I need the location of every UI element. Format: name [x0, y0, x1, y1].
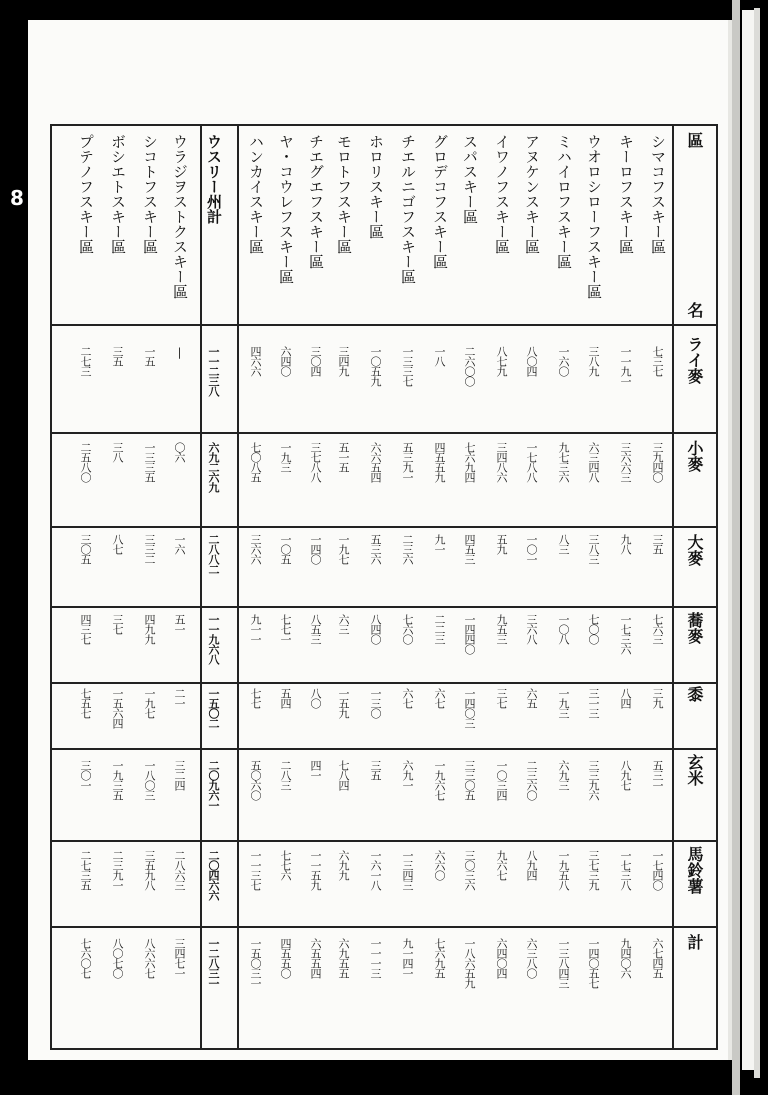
table-cell: 一九三五 [111, 760, 124, 800]
table-cell: 四五三 [463, 534, 476, 564]
table-cell: 二一 [173, 688, 186, 708]
table-cell: 二二三 [433, 614, 446, 644]
table-cell: 三四九 [337, 346, 350, 376]
header-col-1: 小麥 [685, 440, 704, 472]
district-name: ウラジヲストクスキー區 [171, 134, 189, 299]
column-divider-6 [52, 840, 716, 842]
table-cell: 八〇 [309, 688, 322, 708]
table-cell: 一九六七 [433, 760, 446, 800]
table-cell: 一九七 [337, 534, 350, 564]
table-cell: 八四 [619, 688, 632, 708]
table-cell: 三七 [111, 614, 124, 634]
table-cell: 一一三七 [249, 850, 262, 890]
district-name: ウオロシローフスキー區 [585, 134, 603, 299]
table-cell: 一八〇三 [143, 760, 156, 800]
table-cell: 六五 [525, 688, 538, 708]
header-col-4: 黍 [685, 686, 704, 702]
header-col-7: 計 [685, 934, 704, 950]
district-name: チエルニゴフスキー區 [399, 134, 417, 284]
table-cell: 三三〇五 [463, 760, 476, 800]
table-cell: 三四七一 [173, 938, 186, 978]
document-page [28, 20, 734, 1060]
column-divider-4 [52, 682, 716, 684]
table-cell: 一三四三 [401, 850, 414, 890]
statistics-table [50, 124, 718, 1050]
table-cell: 五三一 [651, 760, 664, 790]
table-cell: 三三二 [143, 534, 156, 564]
table-cell: 一七三六 [619, 614, 632, 654]
table-cell: 三五九八 [143, 850, 156, 890]
table-cell: 八三 [557, 534, 570, 554]
table-cell: 六七 [401, 688, 414, 708]
total-row-line-right [237, 126, 239, 1048]
column-divider-5 [52, 748, 716, 750]
table-cell: 六五五四 [309, 938, 322, 978]
district-name: スパスキー區 [461, 134, 479, 224]
table-cell: 六三四八 [587, 442, 600, 482]
table-cell: 三六六三 [619, 442, 632, 482]
table-cell: 九一四一 [401, 938, 414, 978]
table-cell: 七七一 [279, 614, 292, 644]
table-cell: 一九五八 [557, 850, 570, 890]
table-cell: 三〇三六 [463, 850, 476, 890]
table-cell: 五三六 [369, 534, 382, 564]
header-col-6: 馬鈴薯 [685, 846, 704, 894]
table-cell: 一六 [173, 534, 186, 554]
table-cell: 六七 [433, 688, 446, 708]
table-cell: 一五 [143, 346, 156, 366]
table-cell: 五四 [279, 688, 292, 708]
table-cell: 三二四 [173, 760, 186, 790]
district-name: ボシエトスキー區 [109, 134, 127, 254]
table-cell: 一〇一 [525, 534, 538, 564]
district-name: シコトフスキー區 [141, 134, 159, 254]
table-cell: 七六九五 [433, 938, 446, 978]
table-cell: 四三七 [79, 614, 92, 644]
district-name: シマコフスキー區 [649, 134, 667, 254]
table-cell: 五九 [495, 534, 508, 554]
header-divider [52, 324, 716, 326]
table-cell: 六四〇四 [495, 938, 508, 978]
table-cell: 三八九 [587, 346, 600, 376]
table-cell: 三九 [651, 688, 664, 708]
table-cell: 六三 [337, 614, 350, 634]
table-cell: 九四〇六 [619, 938, 632, 978]
district-name: ヤ・コウレフスキー區 [277, 134, 295, 284]
table-cell: 六六〇 [433, 850, 446, 880]
table-cell: 二七三五 [79, 850, 92, 890]
table-cell: 八七九 [495, 346, 508, 376]
column-divider-2 [52, 526, 716, 528]
table-cell: 九一 [433, 534, 446, 554]
district-name: キーロフスキー區 [617, 134, 635, 254]
table-cell: 一五〇二 [207, 688, 220, 728]
table-cell: 六四〇 [279, 346, 292, 376]
table-cell: 一〇五 [279, 534, 292, 564]
table-cell: 二三九一 [111, 850, 124, 890]
table-cell: 六九三 [557, 760, 570, 790]
column-divider-1 [52, 432, 716, 434]
total-row-label: ウスリー州計 [205, 134, 223, 224]
table-cell: 二五八〇 [79, 442, 92, 482]
table-cell: 二八六三 [173, 850, 186, 890]
table-cell: 一九三 [557, 688, 570, 718]
table-cell: 七〇八五 [249, 442, 262, 482]
table-cell: 七六九四 [463, 442, 476, 482]
table-cell: 三五 [369, 760, 382, 780]
table-cell: 三〇四 [309, 346, 322, 376]
table-cell: 六三八〇 [525, 938, 538, 978]
header-district: 區 [685, 132, 704, 148]
table-cell: 四五五九 [433, 442, 446, 482]
table-cell: 一九七 [143, 688, 156, 718]
table-cell: 七七六 [279, 850, 292, 880]
page-number: 8 [10, 186, 24, 210]
table-cell: 三八三 [587, 534, 600, 564]
table-cell: 八九七 [619, 760, 632, 790]
district-name: ホロリスキー區 [367, 134, 385, 239]
table-cell: 一七三八 [619, 850, 632, 890]
table-cell: 六九一 [401, 760, 414, 790]
table-cell: 一〇八 [557, 614, 570, 644]
table-cell: 八〇四 [525, 346, 538, 376]
table-cell: 七八四 [337, 760, 350, 790]
table-cell: 〇六 [173, 442, 186, 462]
table-cell: 九八 [619, 534, 632, 554]
district-name: チエグエフスキー區 [307, 134, 325, 269]
table-cell: 一七八八 [525, 442, 538, 482]
table-cell: 六六五四 [369, 442, 382, 482]
table-cell: 二七三 [79, 346, 92, 376]
table-cell: 三七八八 [309, 442, 322, 482]
table-cell: 三六六 [249, 534, 262, 564]
table-cell: 五一五 [337, 442, 350, 472]
table-cell: 一四〇三 [463, 688, 476, 728]
table-cell: 五〇六〇 [249, 760, 262, 800]
table-cell: 一二八三一 [207, 938, 220, 988]
table-cell: 六九九 [337, 850, 350, 880]
table-cell: 二八三 [279, 760, 292, 790]
table-cell: 八七 [111, 534, 124, 554]
total-row-line-left [200, 126, 202, 1048]
table-cell: 六九五五 [337, 938, 350, 978]
table-cell: 一八 [433, 346, 446, 366]
table-cell: 二八八二 [207, 534, 220, 574]
table-cell: 一一九六八 [207, 614, 220, 664]
table-cell: 四六六 [249, 346, 262, 376]
table-cell: 一九三 [279, 442, 292, 472]
table-cell: 一一二三八 [207, 346, 220, 396]
table-cell: 四一 [309, 760, 322, 780]
table-cell: 三四八六 [495, 442, 508, 482]
table-cell: | [173, 346, 186, 358]
table-cell: 九一一 [249, 614, 262, 644]
page-edge [742, 10, 754, 1070]
table-cell: 一五〇三一 [249, 938, 262, 988]
table-cell: 一三三五 [143, 442, 156, 482]
table-cell: 八九四 [525, 850, 538, 880]
table-cell: 一三〇 [369, 688, 382, 718]
table-cell: 一三八四三 [557, 938, 570, 988]
table-cell: 六九二六九 [207, 442, 220, 492]
table-cell: 八四〇 [369, 614, 382, 644]
table-cell: 三五 [111, 346, 124, 366]
table-cell: 一四〇 [309, 534, 322, 564]
table-cell: 三六八 [525, 614, 538, 644]
table-cell: 一八六五九 [463, 938, 476, 988]
district-name: ハンカイスキー區 [247, 134, 265, 254]
table-cell: 四五五〇 [279, 938, 292, 978]
table-cell: 九五三 [495, 614, 508, 644]
header-col-0: ライ麥 [685, 336, 704, 384]
header-column-line [672, 126, 674, 1048]
table-cell: 五三九一 [401, 442, 414, 482]
table-cell: 二三六〇 [525, 760, 538, 800]
table-cell: 三七三九 [587, 850, 600, 890]
table-cell: 一一五九 [309, 850, 322, 890]
table-cell: 三八 [111, 442, 124, 462]
table-cell: 八六六七 [143, 938, 156, 978]
table-cell: 一四四〇 [463, 614, 476, 654]
table-cell: 二三六 [401, 534, 414, 564]
header-col-3: 蕎麥 [685, 612, 704, 644]
table-cell: 一一九一 [619, 346, 632, 386]
district-name: イワノフスキー區 [493, 134, 511, 254]
table-cell: 一六〇 [557, 346, 570, 376]
page-edge-shadow [754, 8, 760, 1078]
table-cell: 七七 [249, 688, 262, 708]
table-cell: 一五九 [337, 688, 350, 718]
table-cell: 二〇九六一 [207, 760, 220, 810]
table-cell: 八〇七〇 [111, 938, 124, 978]
column-divider-7 [52, 926, 716, 928]
table-cell: 七六三 [651, 614, 664, 644]
book-binding [732, 0, 740, 1095]
table-cell: 一四〇五七 [587, 938, 600, 988]
table-cell: 五一 [173, 614, 186, 634]
table-cell: 二〇四六六 [207, 850, 220, 900]
table-cell: 九六七 [495, 850, 508, 880]
table-cell: 一七四〇 [651, 850, 664, 890]
header-col-2: 大麥 [685, 534, 704, 566]
district-name: ミハイロフスキー區 [555, 134, 573, 269]
table-cell: 四九九 [143, 614, 156, 644]
table-cell: 一〇五九 [369, 346, 382, 386]
table-cell: 一六一八 [369, 850, 382, 890]
table-cell: 二六〇〇 [463, 346, 476, 386]
table-cell: 三〇五 [79, 534, 92, 564]
district-name: アヌケンスキー區 [523, 134, 541, 254]
table-cell: 三三九六 [587, 760, 600, 800]
table-cell: 七五七 [79, 688, 92, 718]
table-cell: 六七四五 [651, 938, 664, 978]
table-cell: 三一三 [587, 688, 600, 718]
table-cell: 七三七 [651, 346, 664, 376]
table-cell: 七〇〇 [587, 614, 600, 644]
district-name: グロデコフスキー區 [431, 134, 449, 269]
table-cell: 一〇三四 [495, 760, 508, 800]
district-name: プテノフスキー區 [77, 134, 95, 254]
header-col-5: 玄米 [685, 754, 704, 786]
table-cell: 三五 [651, 534, 664, 554]
table-cell: 三九四〇 [651, 442, 664, 482]
header-name: 名 [685, 302, 704, 318]
table-cell: 一五六四 [111, 688, 124, 728]
column-divider-3 [52, 606, 716, 608]
table-cell: 八五三 [309, 614, 322, 644]
district-name: モロトフスキー區 [335, 134, 353, 254]
table-cell: 一三三七 [401, 346, 414, 386]
table-cell: 一一一三 [369, 938, 382, 978]
table-cell: 三七 [495, 688, 508, 708]
table-cell: 七六〇 [401, 614, 414, 644]
table-cell: 七六〇七 [79, 938, 92, 978]
table-cell: 九七三六 [557, 442, 570, 482]
table-cell: 三〇一 [79, 760, 92, 790]
